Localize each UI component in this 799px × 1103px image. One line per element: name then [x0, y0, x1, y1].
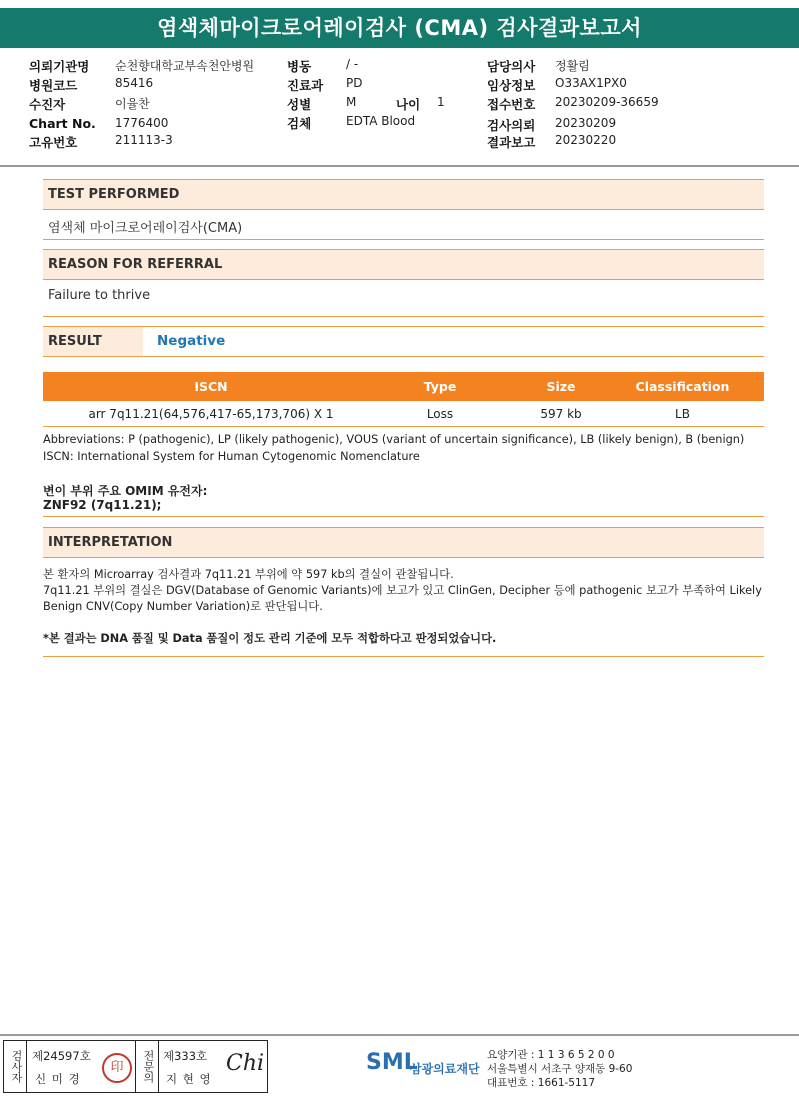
divider	[43, 356, 764, 357]
cell-type: Loss	[426, 407, 454, 421]
label-clinical-info: 임상정보	[487, 78, 536, 93]
divider	[43, 326, 764, 327]
divider	[43, 557, 764, 558]
label-patient: 수진자	[29, 97, 66, 112]
value-institution: 순천향대학교부속천안병원	[115, 59, 255, 73]
label-unique-no: 고유번호	[29, 135, 78, 150]
value-chart-no: 1776400	[115, 116, 169, 130]
footer-info-2: 서울특별시 서초구 양재동 9-60	[487, 1063, 633, 1075]
examiner-label: 검사자	[4, 1041, 27, 1092]
reason-heading: REASON FOR REFERRAL	[43, 250, 764, 279]
report-title: 염색체마이크로어레이검사 (CMA) 검사결과보고서	[0, 8, 799, 48]
value-request-date: 20230209	[555, 116, 617, 130]
cnv-table-header	[43, 372, 764, 401]
footer-info-3: 대표번호 : 1661-5117	[487, 1077, 596, 1089]
interpretation-line-2: 7q11.21 부위의 결실은 DGV(Database of Genomic Variants)에 보고가 있고 ClinGen, Decipher 등에 pathogenic 보고가 부족하여 Likely	[43, 584, 762, 597]
specialist-license: 제333호	[163, 1049, 208, 1063]
divider	[43, 279, 764, 280]
examiner-name: 신 미 경	[35, 1072, 81, 1086]
reason-value: Failure to thrive	[48, 288, 151, 303]
col-iscn: ISCN	[194, 379, 228, 394]
label-hospital-code: 병원코드	[29, 78, 78, 93]
interpretation-heading: INTERPRETATION	[43, 528, 764, 557]
omim-genes: ZNF92 (7q11.21);	[43, 498, 162, 512]
value-ward: / -	[346, 57, 359, 71]
label-age: 나이	[396, 97, 421, 112]
examiner-license: 제24597호	[32, 1049, 91, 1063]
omim-label: 변이 부위 주요 OMIM 유전자:	[43, 484, 208, 498]
value-specimen: EDTA Blood	[346, 114, 416, 128]
cell-size: 597 kb	[540, 407, 582, 421]
org-name: 삼광의료재단	[410, 1062, 480, 1076]
table-row	[43, 402, 764, 426]
sml-logo: SML	[366, 1050, 418, 1075]
footer-info-1: 요양기관 : 1 1 3 6 5 2 0 0	[487, 1049, 615, 1061]
col-classification: Classification	[635, 379, 730, 394]
specialist-name: 지 현 영	[166, 1072, 212, 1086]
footer-divider	[0, 1034, 799, 1036]
divider	[43, 316, 764, 317]
col-type: Type	[423, 379, 457, 394]
value-department: PD	[346, 76, 363, 90]
cell-iscn: arr 7q11.21(64,576,417-65,173,706) X 1	[88, 407, 334, 421]
label-chart-no: Chart No.	[29, 116, 96, 131]
divider	[43, 656, 764, 657]
label-doctor: 담당의사	[487, 59, 536, 74]
signature: Chi	[226, 1051, 265, 1076]
label-institution: 의뢰기관명	[29, 59, 90, 74]
value-report-date: 20230220	[555, 133, 617, 147]
value-receipt-no: 20230209-36659	[555, 95, 659, 109]
signature-box	[3, 1040, 268, 1093]
label-sex: 성별	[287, 97, 312, 112]
divider	[43, 516, 764, 517]
label-report-date: 결과보고	[487, 135, 536, 150]
label-receipt-no: 접수번호	[487, 97, 536, 112]
qc-note: *본 결과는 DNA 품질 및 Data 품질이 정도 관리 기준에 모두 적합하다고 판정되었습니다.	[43, 632, 497, 645]
value-sex: M	[346, 95, 357, 109]
result-heading: RESULT	[43, 327, 143, 356]
col-size: Size	[546, 379, 576, 394]
label-specimen: 검체	[287, 116, 312, 131]
iscn-definition: ISCN: International System for Human Cytogenomic Nomenclature	[43, 450, 420, 463]
label-ward: 병동	[287, 59, 312, 74]
interpretation-line-1: 본 환자의 Microarray 검사결과 7q11.21 부위에 약 597 kb의 결실이 관찰됩니다.	[43, 568, 454, 581]
interpretation-line-3: Benign CNV(Copy Number Variation)로 판단됩니다.	[43, 600, 323, 613]
cell-classification: LB	[675, 407, 690, 421]
test-performed-value: 염색체 마이크로어레이검사(CMA)	[48, 221, 243, 236]
seal-stamp: 印	[102, 1053, 132, 1083]
specialist-label: 전문의	[135, 1041, 159, 1092]
test-performed-heading: TEST PERFORMED	[43, 180, 764, 209]
value-unique-no: 211113-3	[115, 133, 173, 147]
label-department: 진료과	[287, 78, 324, 93]
value-clinical-info: O33AX1PX0	[555, 76, 627, 90]
value-age: 1	[437, 95, 445, 109]
value-patient: 이율찬	[115, 97, 150, 111]
header-info	[0, 48, 799, 167]
label-request-date: 검사의뢰	[487, 118, 536, 133]
abbreviations-line: Abbreviations: P (pathogenic), LP (likely pathogenic), VOUS (variant of uncertain significance), LB (likely benign), B (benign)	[43, 433, 745, 446]
value-hospital-code: 85416	[115, 76, 154, 90]
result-value: Negative	[157, 333, 226, 349]
divider	[43, 426, 764, 427]
divider	[43, 209, 764, 210]
divider	[43, 239, 764, 240]
value-doctor: 정활림	[555, 59, 590, 73]
